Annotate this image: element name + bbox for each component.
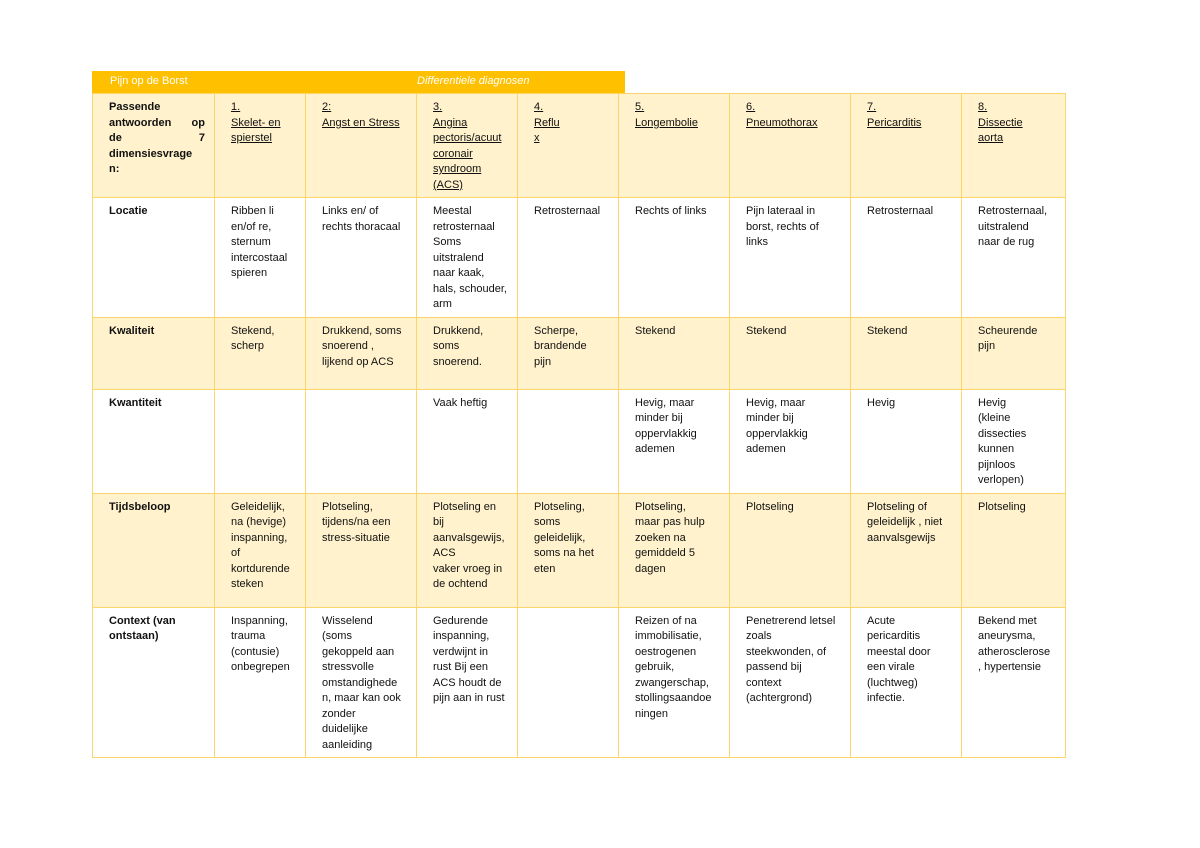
table-cell: Acute pericarditis meestal door een virale (luchtweg) infectie. — [851, 607, 962, 758]
table-cell: Retrosternaal — [851, 198, 962, 318]
diagnosis-header — [619, 94, 730, 198]
row-label: Locatie — [93, 198, 215, 318]
corner-header-line: antwoorden op — [109, 116, 205, 129]
table-cell: Meestal retrosternaal Soms uitstralend naar kaak, hals, schouder, arm — [417, 198, 518, 318]
table-cell: Links en/ of rechts thoracaal — [306, 198, 417, 318]
table-cell: Rechts of links — [619, 198, 730, 318]
table-cell: Ribben li en/of re, sternum intercostaal spieren — [215, 198, 306, 318]
table-cell: Retrosternaal, uitstralend naar de rug — [962, 198, 1066, 318]
table-subtitle: Differentiele diagnosen — [417, 75, 530, 87]
table-cell — [306, 389, 417, 493]
row-label: Context (van ontstaan) — [93, 607, 215, 758]
diagnosis-label: 7. Pericarditis — [867, 101, 922, 129]
row-locatie — [93, 198, 1066, 318]
table-cell: Wisselend (soms gekoppeld aan stressvolle omstandighede n, maar kan ook zonder duidelijke aanleiding — [306, 607, 417, 758]
table-cell — [215, 389, 306, 493]
table-cell: Plotseling, maar pas hulp zoeken na gemiddeld 5 dagen — [619, 493, 730, 607]
diagnosis-label: 5. Longembolie — [635, 101, 698, 129]
table-cell: Vaak heftig — [417, 389, 518, 493]
row-label: Tijdsbeloop — [93, 493, 215, 607]
table-cell: Plotseling, tijdens/na een stress-situatie — [306, 493, 417, 607]
table-cell: Drukkend, soms snoerend , lijkend op ACS — [306, 317, 417, 389]
table-cell: Retrosternaal — [518, 198, 619, 318]
table-cell: Plotseling of geleidelijk , niet aanvalsgewijs — [851, 493, 962, 607]
row-label: Kwaliteit — [93, 317, 215, 389]
table-cell — [518, 607, 619, 758]
table-title-bar — [92, 71, 625, 93]
diagnosis-header — [215, 94, 306, 198]
row-context — [93, 607, 1066, 758]
row-tijdsbeloop — [93, 493, 1066, 607]
table-cell: Penetrerend letsel zoals steekwonden, of passend bij context (achtergrond) — [730, 607, 851, 758]
table-cell: Inspanning, trauma (contusie) onbegrepen — [215, 607, 306, 758]
corner-header-line: dimensiesvrage — [109, 147, 193, 160]
diagnosis-header — [417, 94, 518, 198]
diagnosis-header — [306, 94, 417, 198]
table-cell: Gedurende inspanning, verdwijnt in rust Bij een ACS houdt de pijn aan in rust — [417, 607, 518, 758]
corner-header-line: Passende — [109, 101, 161, 113]
table-cell: Stekend — [851, 317, 962, 389]
table-cell: Hevig, maar minder bij oppervlakkig ademen — [619, 389, 730, 493]
table-cell: Geleidelijk, na (hevige) inspanning, of kortdurende steken — [215, 493, 306, 607]
row-label: Kwantiteit — [93, 389, 215, 493]
header-row — [93, 94, 1066, 198]
table-cell: Drukkend, soms snoerend. — [417, 317, 518, 389]
corner-header-cell — [93, 94, 215, 198]
table-cell — [518, 389, 619, 493]
diagnosis-label: 1. Skelet- en spierstel — [231, 101, 281, 144]
table-cell: Bekend met aneurysma, atherosclerose , hypertensie — [962, 607, 1066, 758]
table-cell: Stekend — [619, 317, 730, 389]
table-cell: Hevig (kleine dissecties kunnen pijnloos verlopen) — [962, 389, 1066, 493]
row-kwantiteit — [93, 389, 1066, 493]
table-cell: Reizen of na immobilisatie, oestrogenen gebruik, zwangerschap, stollingsaandoe ningen — [619, 607, 730, 758]
table-title: Pijn op de Borst — [110, 75, 188, 87]
diagnosis-header — [518, 94, 619, 198]
table-cell: Plotseling — [962, 493, 1066, 607]
row-kwaliteit — [93, 317, 1066, 389]
table-cell: Scherpe, brandende pijn — [518, 317, 619, 389]
corner-header-line: n: — [109, 163, 120, 175]
table-cell: Scheurende pijn — [962, 317, 1066, 389]
differential-diagnosis-table — [92, 93, 1066, 758]
diagnosis-header — [851, 94, 962, 198]
table-cell: Plotseling, soms geleidelijk, soms na het eten — [518, 493, 619, 607]
diagnosis-label: 8. Dissectie aorta — [978, 101, 1023, 144]
diagnosis-header — [730, 94, 851, 198]
table-cell: Plotseling — [730, 493, 851, 607]
corner-header-line: de 7 — [109, 132, 205, 144]
diagnosis-label: 6. Pneumothorax — [746, 101, 818, 129]
table-cell: Plotseling en bij aanvalsgewijs, ACS vaker vroeg in de ochtend — [417, 493, 518, 607]
diagnosis-label: 4. Reflu x — [534, 101, 560, 144]
table-cell: Hevig — [851, 389, 962, 493]
diagnosis-header — [962, 94, 1066, 198]
table-cell: Stekend — [730, 317, 851, 389]
table-cell: Hevig, maar minder bij oppervlakkig ademen — [730, 389, 851, 493]
diagnosis-label: 2: Angst en Stress — [322, 101, 400, 129]
table-cell: Pijn lateraal in borst, rechts of links — [730, 198, 851, 318]
diagnosis-label: 3. Angina pectoris/acuut coronair syndroom (ACS) — [433, 101, 502, 191]
table-cell: Stekend, scherp — [215, 317, 306, 389]
